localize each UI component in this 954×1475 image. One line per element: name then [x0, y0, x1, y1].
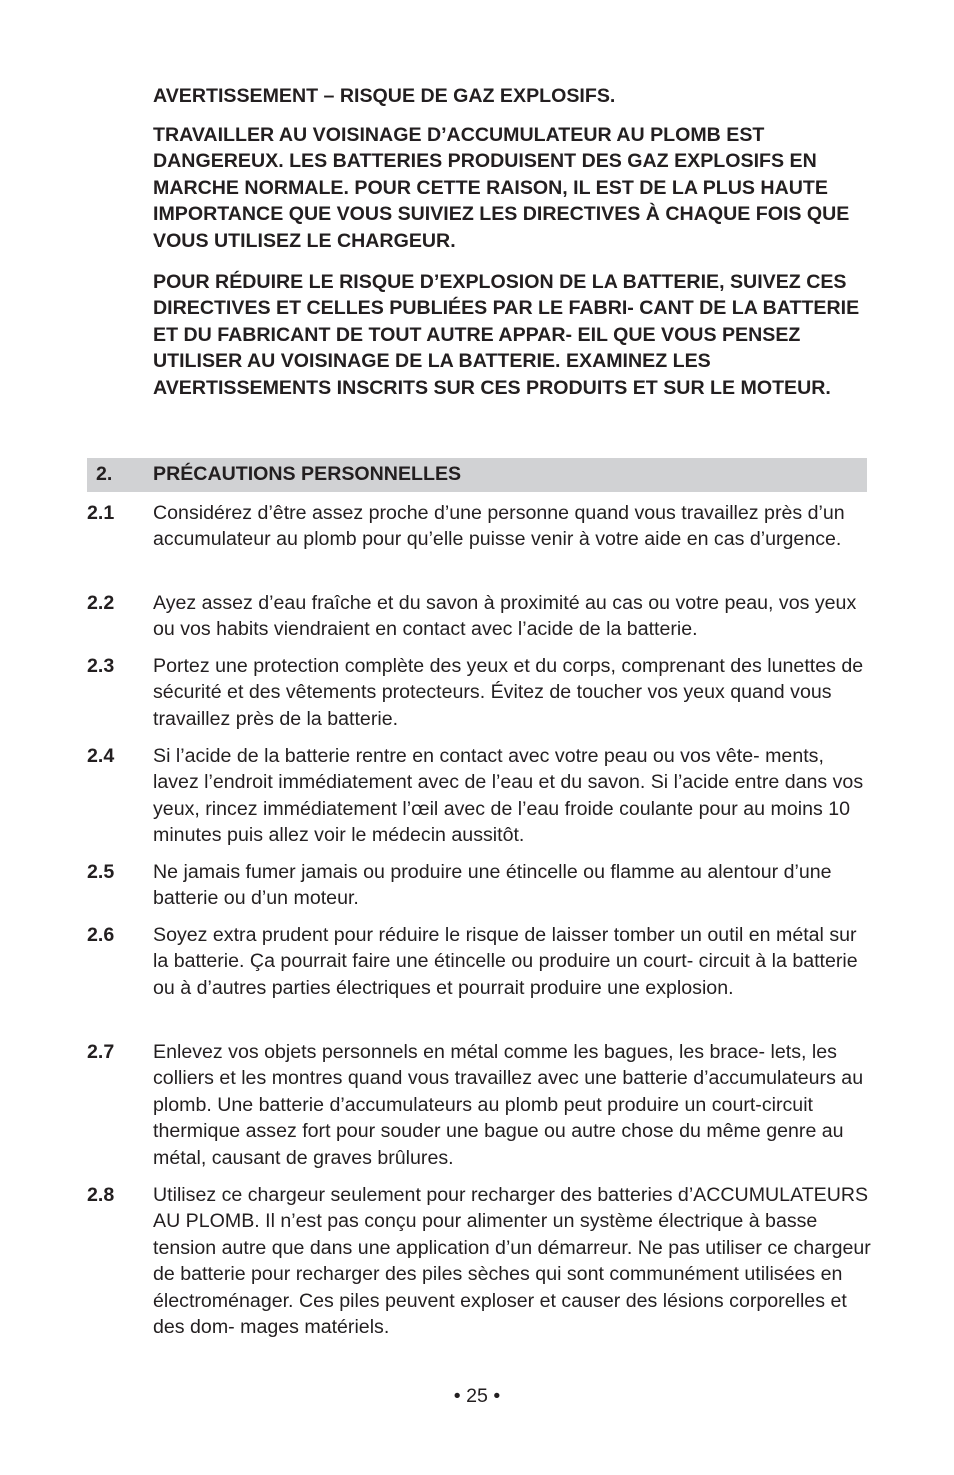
item-number: 2.7 [87, 1041, 115, 1063]
item-text: Enlevez vos objets personnels en métal comme les bagues, les brace- lets, les colliers et les montres quand vous travaillez avec une batterie d’accumulateurs au plomb. Une batterie d’accumulateurs au plomb peut produire un court-circuit thermique assez fort pour souder une bague ou autre chose du même genre au métal, causant de graves brûlures. [153, 1041, 864, 1169]
section-title: PRÉCAUTIONS PERSONNELLES [153, 463, 462, 485]
item-number: 2.2 [87, 592, 115, 614]
item-text: Ne jamais fumer jamais ou produire une étincelle ou flamme au alentour d’une batterie ou d’un moteur. [153, 861, 832, 910]
item-text: Utilisez ce chargeur seulement pour recharger des batteries d’ACCUMULATEURS AU PLOMB. Il n’est pas conçu pour alimenter un système électrique à basse tension autre que dans une application d’un démarreur. Ne pas utiliser ce chargeur de batterie pour recharger des piles sèches qui sont communément utilisées en électroménager. Ces piles peuvent exploser et causer des lésions corporelles et des dom- mages matériels. [153, 1184, 871, 1339]
item-text: Soyez extra prudent pour réduire le risque de laisser tomber un outil en métal sur la batterie. Ça pourrait faire une étincelle ou produire un court- circuit à la batterie ou à d’autres parties électriques et pourrait produire une explosion. [153, 924, 858, 999]
item-number: 2.6 [87, 924, 115, 946]
item-text: Considérez d’être assez proche d’une personne quand vous travaillez près d’un accumulateur au plomb pour qu’elle puisse venir à votre aide en cas d’urgence. [153, 502, 845, 551]
item-text: Portez une protection complète des yeux et du corps, comprenant des lunettes de sécurité et des vêtements protecteurs. Évitez de toucher vos yeux quand vous travaillez près de la batterie. [153, 655, 864, 730]
item-number: 2.8 [87, 1184, 115, 1206]
warning-paragraph-danger: TRAVAILLER AU VOISINAGE D’ACCUMULATEUR AU PLOMB EST DANGEREUX. LES BATTERIES PRODUISENT DES GAZ EXPLOSIFS EN MARCHE NORMALE. POUR CETTE RAISON, IL EST DE LA PLUS HAUTE IMPORTANCE QUE VOUS SUIVIEZ LES DIRECTIVES À CHAQUE FOIS QUE VOUS UTILISEZ LE CHARGEUR. [153, 124, 850, 252]
page-number: • 25 • [453, 1385, 501, 1407]
item-number: 2.5 [87, 861, 115, 883]
item-number: 2.3 [87, 655, 115, 677]
item-text: Ayez assez d’eau fraîche et du savon à proximité au cas ou votre peau, vos yeux ou vos habits viendraient en contact avec l’acide de la batterie. [153, 592, 857, 641]
item-text: Si l’acide de la batterie rentre en contact avec votre peau ou vos vête- ments, lavez l’endroit immédiatement avec de l’eau et du savon. Si l’acide entre dans vos yeux, rincez immédiatement l’œil avec de l’eau froide coulante pour au moins 10 minutes puis allez voir le médecin aussitôt. [153, 745, 864, 847]
item-number: 2.1 [87, 502, 115, 524]
section-number: 2. [96, 463, 113, 485]
item-number: 2.4 [87, 745, 115, 767]
warning-heading: AVERTISSEMENT – RISQUE DE GAZ EXPLOSIFS. [153, 85, 616, 107]
warning-paragraph-directives: POUR RÉDUIRE LE RISQUE D’EXPLOSION DE LA BATTERIE, SUIVEZ CES DIRECTIVES ET CELLES PUBLIÉES PAR LE FABRI- CANT DE LA BATTERIE ET DU FABRICANT DE TOUT AUTRE APPAR- EIL QUE VOUS PENSEZ UTILISER AU VOISINAGE DE LA BATTERIE. EXAMINEZ LES AVERTISSEMENTS INSCRITS SUR CES PRODUITS ET SUR LE MOTEUR. [153, 271, 860, 399]
section-header [87, 458, 867, 492]
